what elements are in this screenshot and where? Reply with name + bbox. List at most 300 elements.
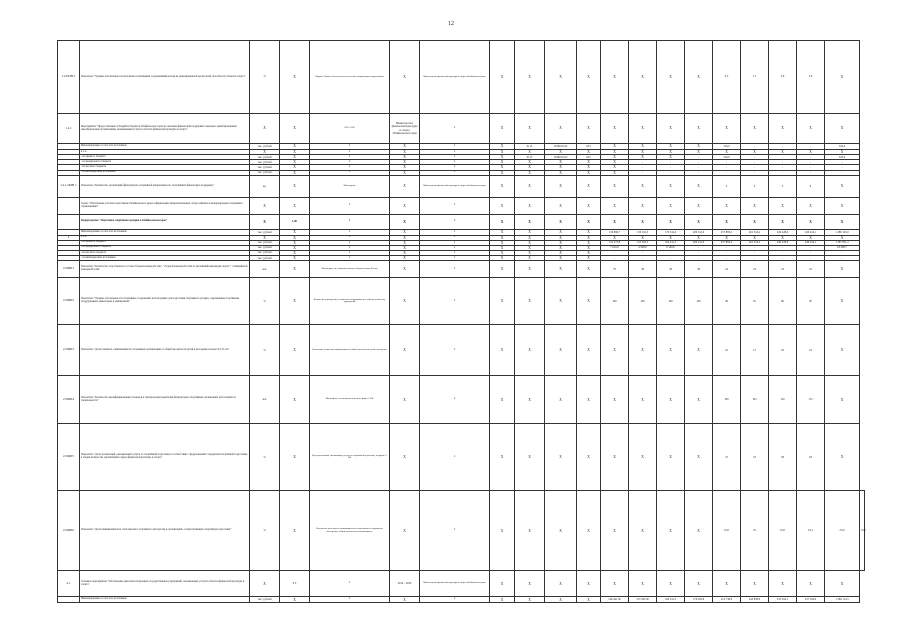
table-cell: X [601, 41, 629, 114]
table-cell: X [657, 325, 685, 376]
table-cell: - [741, 144, 769, 150]
table-cell: X [390, 197, 420, 214]
table-cell: X [490, 144, 515, 150]
table-cell: X [280, 235, 310, 240]
table-cell: - [825, 256, 860, 261]
table-cell: 3,0 [797, 41, 825, 114]
table-cell: X [310, 229, 390, 235]
table-cell: X [490, 325, 515, 376]
table-cell: 24 [713, 261, 741, 278]
table-cell: - [713, 165, 741, 170]
table-cell: - [713, 160, 741, 165]
table-cell: - [685, 170, 713, 175]
table-cell: X [545, 240, 577, 245]
table-cell: 310,0 [713, 144, 741, 150]
table-cell: X [685, 491, 713, 571]
table-row [58, 376, 865, 424]
table-cell: X [515, 278, 545, 325]
table-cell: X [490, 597, 515, 603]
table-cell: - из местного бюджета [80, 251, 250, 256]
table-cell: 2.ПЦП5 [58, 424, 80, 491]
table-cell: 1016100112 [545, 144, 577, 150]
table-cell: - [629, 256, 657, 261]
table-cell: X [601, 571, 629, 597]
table-cell: - [741, 245, 769, 250]
table-cell: 170 341,6 [657, 229, 685, 235]
table-cell: 310,0 [825, 144, 860, 150]
table-cell [58, 214, 80, 229]
table-cell: 2014 - 2020 [390, 571, 420, 597]
table-cell: X [713, 571, 741, 597]
table-cell: X [490, 424, 515, 491]
table-cell: - [741, 165, 769, 170]
table-cell: тыс. рублей [250, 240, 280, 245]
table-cell: 310,0 [825, 155, 860, 160]
table-cell: Финансирование за счет всех источников [80, 144, 250, 150]
table-cell: X [250, 571, 280, 597]
table-row [58, 571, 865, 597]
table-cell: X [797, 235, 825, 240]
table-cell: X [280, 325, 310, 376]
table-cell: X [577, 170, 601, 175]
table-cell: X [310, 155, 390, 160]
table-cell: X [657, 571, 685, 597]
table-cell: 4 [713, 175, 741, 197]
table-cell: 1 286 114,5 [825, 597, 860, 603]
table-cell: X [601, 155, 629, 160]
table-cell: тыс. рублей [250, 256, 280, 261]
table-cell: X [545, 251, 577, 256]
table-cell: 40 [713, 278, 741, 325]
table-cell: 1.2.ПОН 1 [58, 41, 80, 114]
table-cell: X [577, 235, 601, 240]
table-cell: X [713, 114, 741, 144]
table-cell: 249 224,1 [797, 229, 825, 235]
table-cell: X [310, 245, 390, 250]
table-cell: X [685, 235, 713, 240]
table-cell: Показатель "Доля организаций, оказывающих услуги по спортивной подготовке в соответствии с федеральными стандартами спортивной подготовки, в общем количестве организаций в сфере физической культуры и спорта" [80, 424, 250, 491]
table-cell: X [490, 278, 515, 325]
table-cell: X [280, 597, 310, 603]
table-cell: X [250, 114, 280, 144]
table-cell: X [825, 571, 860, 597]
table-cell: X [490, 571, 515, 597]
table-cell: X [769, 214, 797, 229]
table-cell: X [390, 155, 420, 160]
table-cell: 2.ПЦП3 [58, 325, 80, 376]
table-cell: 633 [577, 155, 601, 160]
table-cell: X [390, 160, 420, 165]
table-cell: X [420, 491, 490, 571]
table-cell: 152 273,8 [601, 240, 629, 245]
table-cell: 100 [685, 278, 713, 325]
table-cell: - [741, 160, 769, 165]
table-cell: X [685, 376, 713, 424]
table-cell: - [797, 256, 825, 261]
table-cell: Показатель "Количество квалифицированных тренеров и тренеров-преподавателей физкультурно-спортивных организаций, работающих по специальности" [80, 376, 250, 424]
table-cell: X [577, 229, 601, 235]
table-cell: X [545, 597, 577, 603]
table-cell: X [657, 150, 685, 155]
table-cell: 261 516,2 [741, 240, 769, 245]
table-cell: X [515, 571, 545, 597]
table-cell: X [685, 571, 713, 597]
table-cell: X [713, 150, 741, 155]
table-cell: X [390, 235, 420, 240]
table-cell: X [280, 256, 310, 261]
table-cell: X [601, 214, 629, 229]
table-cell: - [769, 256, 797, 261]
table-cell: X [490, 245, 515, 250]
table-cell: X [490, 491, 515, 571]
table-cell: чел. [250, 376, 280, 424]
table-cell: X [741, 214, 769, 229]
table-cell: X [515, 41, 545, 114]
table-cell: X [420, 197, 490, 214]
table-cell: X [629, 41, 657, 114]
table-cell: - [685, 245, 713, 250]
table-cell: X [310, 256, 390, 261]
table-cell: - [769, 144, 797, 150]
table-cell: X [490, 214, 515, 229]
table-cell: X [280, 251, 310, 256]
table-cell: X [629, 197, 657, 214]
table-cell: X [250, 197, 280, 214]
table-row [58, 424, 865, 491]
table-cell: - из местного бюджета [80, 165, 250, 170]
table-cell: 0113 [515, 155, 545, 160]
table-cell: X [280, 170, 310, 175]
table-cell: X [390, 41, 420, 114]
table-cell: 81 [741, 278, 769, 325]
table-cell: 25,0 [860, 491, 865, 571]
table-cell: X [629, 144, 657, 150]
table-cell: X [577, 251, 601, 256]
table-cell: X [825, 235, 860, 240]
table-cell: X [280, 197, 310, 214]
table-cell: X [825, 150, 860, 155]
table-cell: X [685, 424, 713, 491]
table-cell: X [825, 278, 860, 325]
table-cell: 18 [769, 325, 797, 376]
table-cell: X [310, 571, 390, 597]
table-cell: X [420, 150, 490, 155]
table-cell: X [420, 170, 490, 175]
table-cell: X [577, 597, 601, 603]
table-cell: 58 [769, 424, 797, 491]
table-cell: 23 [741, 261, 769, 278]
table-cell: X [577, 197, 601, 214]
page-number: 12 [448, 21, 454, 27]
table-cell: X [515, 229, 545, 235]
table-cell: 257 883,2 [713, 229, 741, 235]
table-cell: 5 [769, 175, 797, 197]
table-cell: Финансирование за счет всех источников [80, 229, 250, 235]
table-cell: X [515, 235, 545, 240]
table-cell: X [545, 278, 577, 325]
table-cell: - [769, 155, 797, 160]
table-cell: X [250, 235, 280, 240]
table-cell: Задача "Обеспечение участия спортсменов Забайкальского края в официальных межрегиональных, всероссийских и международных спортивных соревнованиях" [80, 197, 250, 214]
table-cell: 159 890,7 [601, 229, 629, 235]
table-cell: X [577, 256, 601, 261]
table-cell: X [310, 150, 390, 155]
table-cell: 245 838,9 [741, 597, 769, 603]
table-cell: 23 [769, 261, 797, 278]
table-cell: - [769, 160, 797, 165]
table-cell: 3,0 [769, 41, 797, 114]
table-cell: 38 [657, 261, 685, 278]
table-cell: 2.ПЦП1 [58, 261, 80, 278]
table-cell: тыс. рублей [250, 160, 280, 165]
table-cell: 261 516,2 [741, 229, 769, 235]
table-cell: чел. [250, 261, 280, 278]
table-cell: - [797, 170, 825, 175]
table-cell: X [825, 197, 860, 214]
table-cell: X [420, 214, 490, 229]
table-cell: - [797, 160, 825, 165]
table-cell: X [420, 160, 490, 165]
table-cell: X [515, 114, 545, 144]
table-cell: - из краевого бюджета [80, 240, 250, 245]
table-cell: X [545, 325, 577, 376]
table-cell: X [577, 41, 601, 114]
table-cell: 25,0 [769, 491, 797, 571]
table-cell: X [629, 235, 657, 240]
table-cell: - [797, 144, 825, 150]
table-cell: X [420, 424, 490, 491]
table-cell: X [490, 170, 515, 175]
table-cell: - [797, 155, 825, 160]
table-row [58, 214, 865, 229]
table-cell: X [825, 175, 860, 197]
table-cell: X [310, 240, 390, 245]
table-cell: X [420, 155, 490, 160]
table-cell: X [601, 376, 629, 424]
table-cell: X [657, 214, 685, 229]
table-cell [58, 597, 80, 603]
table-cell: - [769, 165, 797, 170]
table-cell: X [420, 235, 490, 240]
table-cell: 2,5 [713, 41, 741, 114]
table-cell: тыс. рублей [250, 165, 280, 170]
table-cell: X [685, 150, 713, 155]
table-cell: - из краевого бюджета [80, 155, 250, 160]
table-cell: X [515, 261, 545, 278]
table-cell: X [629, 491, 657, 571]
table-cell: X [390, 424, 420, 491]
table-cell: X [601, 424, 629, 491]
table-cell: 6 [797, 175, 825, 197]
table-cell: X [280, 144, 310, 150]
table-cell: - [685, 251, 713, 256]
table-cell: X [545, 197, 577, 214]
table-cell: X [741, 114, 769, 144]
table-cell: X [310, 197, 390, 214]
table-cell: X [545, 245, 577, 250]
table-cell: X [657, 235, 685, 240]
table-cell: 90 [769, 278, 797, 325]
table-cell: X [280, 155, 310, 160]
table-cell: тыс. рублей [250, 170, 280, 175]
table-cell: 2 [58, 235, 80, 240]
table-cell: X [545, 165, 577, 170]
table-cell: X [577, 571, 601, 597]
table-cell: X [280, 261, 310, 278]
table-cell: X [390, 325, 420, 376]
table-cell: - [769, 251, 797, 256]
table-cell: X [545, 229, 577, 235]
table-cell: Прирост Уровня обеспеченности населения спортивными сооружениями [310, 41, 390, 114]
table-cell: - [657, 160, 685, 165]
table-cell: - [713, 245, 741, 250]
table-cell: 1.2.1 [58, 114, 80, 144]
table-cell: тыс. рублей [250, 245, 280, 250]
table-cell: - [657, 170, 685, 175]
table-cell: - из федерального бюджета [80, 245, 250, 250]
table-row [58, 175, 865, 197]
table-cell: X [601, 491, 629, 571]
table-cell: 100 [601, 278, 629, 325]
table-cell: тыс. рублей [250, 144, 280, 150]
table-cell: 633 [577, 144, 601, 150]
table-cell: X [657, 155, 685, 160]
table-cell: 160 541,5 [657, 597, 685, 603]
table-cell: X [657, 41, 685, 114]
table-cell: 7 616,9 [601, 245, 629, 250]
table-cell: X [390, 170, 420, 175]
table-cell: 2014 - 2020 [310, 114, 390, 144]
table-cell: X [577, 114, 601, 144]
table-cell: X [490, 155, 515, 160]
table-cell: X [280, 424, 310, 491]
table-cell: Подпрограмма "Подготовка спортивного резерва в Забайкальском крае" [80, 214, 250, 229]
table-cell: X [797, 571, 825, 597]
table-cell: 1,7 [741, 41, 769, 114]
table-cell: X [420, 251, 490, 256]
table-cell: Отношение количества занимающихся к общей численности детей и молодежи [310, 325, 390, 376]
table-cell: X [280, 376, 310, 424]
table-cell: X [390, 240, 420, 245]
table-cell: X [629, 571, 657, 597]
table-cell: X [769, 114, 797, 144]
table-cell: X [825, 214, 860, 229]
table-cell: - [629, 251, 657, 256]
table-cell: Министерство физической культуры и спорта Забайкальского края [420, 175, 490, 197]
table-cell: X [310, 214, 390, 229]
table-cell: 25,0 [825, 491, 860, 571]
table-cell: X [629, 155, 657, 160]
table-cell: X [420, 240, 490, 245]
table-cell: X [685, 41, 713, 114]
table-cell: X [390, 261, 420, 278]
table-cell: 235 304,1 [769, 597, 797, 603]
table-cell: 47 [713, 424, 741, 491]
table-cell: X [390, 597, 420, 603]
table-cell: 2.ПЦП6 [58, 491, 80, 571]
table-cell: 249 224,1 [797, 240, 825, 245]
table-cell: X [545, 491, 577, 571]
table-cell: X [577, 491, 601, 571]
table-cell: X [825, 376, 860, 424]
table-cell: 249 228,6 [769, 240, 797, 245]
table-cell: X [545, 214, 577, 229]
table-cell: X [577, 165, 601, 170]
table-cell: 146 441,30 [601, 597, 629, 603]
table-cell: 25,1 [797, 491, 825, 571]
table-cell: Доля организаций, оказывающих услуги по спортивной подготовке, по форме 5-ФК [310, 424, 390, 491]
table-cell: X [280, 150, 310, 155]
table-cell: 1 287 831,2 [825, 240, 860, 245]
table-cell: 200 341,9 [685, 229, 713, 235]
table-cell: - [769, 170, 797, 175]
table-cell: X [545, 256, 577, 261]
table-cell: X [515, 240, 545, 245]
table-cell: X [420, 144, 490, 150]
table-cell: 105 [741, 376, 769, 424]
table-row [58, 278, 865, 325]
table-cell: X [825, 325, 860, 376]
table-cell: - [685, 256, 713, 261]
table-row [58, 114, 865, 144]
table-cell: X [490, 229, 515, 235]
table-cell: в т.ч.: [80, 235, 250, 240]
table-cell: X [577, 240, 601, 245]
table-cell: X [601, 170, 629, 175]
table-cell: X [515, 245, 545, 250]
table-cell: % [250, 424, 280, 491]
table-cell: - [601, 256, 629, 261]
table-cell: 38 [685, 261, 713, 278]
table-cell: 200 341,9 [685, 240, 713, 245]
table-cell: X [657, 491, 685, 571]
table-cell: - [825, 165, 860, 170]
table-cell: 237 304,0 [797, 597, 825, 603]
table-cell: X [420, 229, 490, 235]
table-cell: % [250, 41, 280, 114]
table-cell: X [280, 491, 310, 571]
table-cell: 6 100,0 [657, 245, 685, 250]
table-cell: Мониторинг, на основании отчетов по форме 5-ФК [310, 376, 390, 424]
table-cell: X [601, 144, 629, 150]
table-cell: 212 738,0 [713, 597, 741, 603]
table-cell: X [545, 175, 577, 197]
table-cell: - из внебюджетных источников [80, 256, 250, 261]
table-cell: X [390, 376, 420, 424]
table-cell: X [280, 240, 310, 245]
table-cell: X [310, 251, 390, 256]
table-cell: X [769, 197, 797, 214]
table-cell: X [577, 376, 601, 424]
table-cell: X [280, 165, 310, 170]
table-cell: X [390, 229, 420, 235]
table-cell: X [629, 424, 657, 491]
table-cell: X [601, 325, 629, 376]
table-cell: X [545, 424, 577, 491]
table-cell: 16 [713, 325, 741, 376]
table-cell: X [280, 278, 310, 325]
table-cell: X [390, 214, 420, 229]
table-cell: 1.2.1.ПОН 1 [58, 175, 80, 197]
table-cell: X [515, 251, 545, 256]
table-cell: тыс. рублей [250, 155, 280, 160]
table-cell: 18 299,7 [825, 245, 860, 250]
table-cell: X [310, 170, 390, 175]
table-cell: X [490, 251, 515, 256]
table-cell: - [657, 165, 685, 170]
table-cell: X [515, 325, 545, 376]
table-cell: X [685, 325, 713, 376]
